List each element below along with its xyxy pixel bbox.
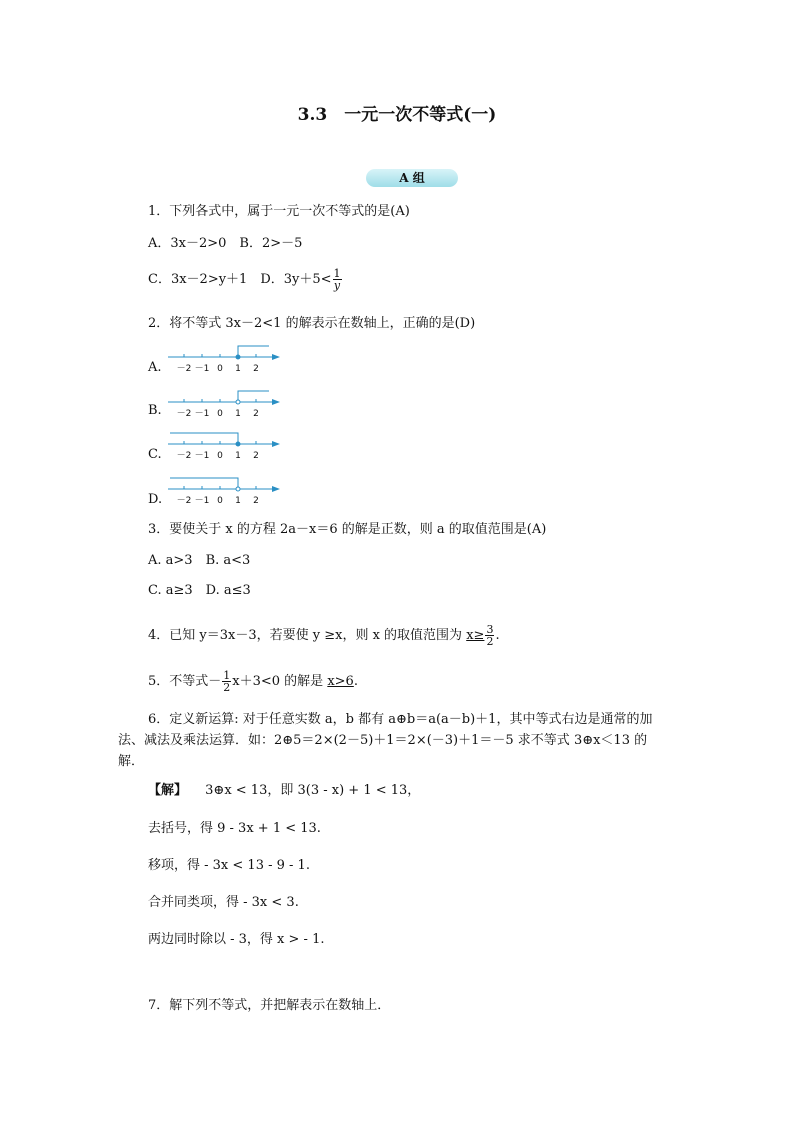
tick-label: －2: [176, 451, 192, 461]
q4-stem-text: 4．已知 y＝3x－3，若要使 y ≥x，则 x 的取值范围为: [148, 628, 463, 643]
q6-line-1: 6．定义新运算: 对于任意实数 a，b 都有 a⊕b＝a(a－b)＋1，其中等式右边是通常的加: [148, 712, 653, 727]
tick-label: 0: [217, 409, 223, 419]
q4-fraction-den: 2: [486, 635, 494, 648]
tick-label: －2: [176, 496, 192, 506]
point-c: [236, 442, 240, 446]
point-d: [236, 487, 240, 491]
q7-stem: 7．解下列不等式，并把解表示在数轴上．: [148, 998, 391, 1013]
q2-option-a-label: A.: [148, 360, 162, 375]
axis-arrow-icon: [272, 441, 280, 447]
tick-label: －1: [194, 496, 210, 506]
q5-fraction: [222, 670, 231, 693]
q6-solution-2: 去括号，得 9 - 3x + 1 < 13.: [148, 821, 321, 836]
q4-fraction-num: 3: [486, 623, 494, 636]
q1-fraction-num: 1: [333, 267, 341, 280]
ray-b: [238, 391, 269, 402]
q1-fraction: [333, 268, 342, 291]
axis-arrow-icon: [272, 486, 280, 492]
tick-label: 2: [253, 364, 259, 374]
solution-1-text: 3⊕x < 13，即 3(3 - x) + 1 < 13，: [205, 783, 421, 798]
q5-prefix: 5．不等式－: [148, 674, 222, 689]
q4-answer-fraction: [485, 624, 494, 647]
q6-line-3: 解．: [118, 754, 145, 769]
q1-options-cd: [148, 268, 343, 291]
point-a: [236, 355, 240, 359]
solution-label: 【解】: [148, 783, 188, 798]
q4-answer: [466, 623, 495, 648]
point-b: [236, 400, 240, 404]
q6-solution-4: 合并同类项，得 - 3x < 3.: [148, 895, 299, 910]
q5-middle: x＋3<0 的解是: [232, 674, 324, 689]
tick-label: －1: [194, 409, 210, 419]
q3-options-ab: A. a>3 B. a<3: [148, 553, 251, 568]
q6-solution-1: [148, 783, 420, 799]
tick-label: 1: [235, 409, 241, 419]
tick-label: 2: [253, 451, 259, 461]
tick-label: －1: [194, 364, 210, 374]
q4-answer-text: x≥: [466, 628, 485, 643]
q6-line-2: 法、减法及乘法运算．如：2⊕5＝2×(2－5)＋1＝2×(－3)＋1＝－5 求不等式 3⊕x＜13 的: [118, 733, 648, 748]
page-title: 3.3 一元一次不等式(一): [297, 105, 497, 125]
q6-solution-3: 移项，得 - 3x < 13 - 9 - 1.: [148, 858, 310, 873]
axis-arrow-icon: [272, 399, 280, 405]
q1-fraction-den: y: [333, 279, 341, 292]
axis-arrow-icon: [272, 354, 280, 360]
q2-stem: 2．将不等式 3x－2<1 的解表示在数轴上，正确的是(D): [148, 316, 476, 331]
tick-label: 0: [217, 364, 223, 374]
tick-label: 1: [235, 496, 241, 506]
q2-number-line-c: [166, 430, 286, 462]
tick-label: －2: [176, 409, 192, 419]
tick-label: 2: [253, 496, 259, 506]
q6-solution-5: 两边同时除以 - 3，得 x > - 1.: [148, 932, 325, 947]
q2-option-b-label: B.: [148, 403, 162, 418]
q2-option-d-label: D.: [148, 492, 163, 507]
tick-label: 2: [253, 409, 259, 419]
q4-suffix: .: [495, 628, 500, 643]
q1-options-ab: A．3x－2>0 B．2>－5: [148, 236, 303, 251]
tick-label: 0: [217, 496, 223, 506]
q5-stem: [148, 670, 358, 693]
ray-c: [170, 433, 238, 444]
ray-a: [238, 346, 269, 357]
q5-fraction-den: 2: [223, 681, 231, 694]
axis-b: [168, 399, 280, 419]
q5-suffix: .: [353, 674, 358, 689]
q2-number-line-d: [166, 475, 286, 507]
q2-number-line-a: [166, 343, 286, 375]
q2-option-c-label: C.: [148, 447, 162, 462]
ray-d: [170, 478, 238, 489]
tick-label: －1: [194, 451, 210, 461]
q1-stem: 1．下列各式中，属于一元一次不等式的是(A): [148, 204, 410, 219]
q3-options-cd: C. a≥3 D. a≤3: [148, 583, 251, 598]
tick-label: 0: [217, 451, 223, 461]
axis-d: [168, 486, 280, 506]
group-badge: A 组: [366, 169, 458, 187]
q4-stem: [148, 624, 500, 647]
axis-c: [168, 441, 280, 461]
tick-label: －2: [176, 364, 192, 374]
axis-a: [168, 354, 280, 374]
q3-stem: 3．要使关于 x 的方程 2a－x＝6 的解是正数，则 a 的取值范围是(A): [148, 522, 547, 537]
tick-label: 1: [235, 364, 241, 374]
q2-number-line-b: [166, 388, 286, 420]
q5-answer: x>6: [327, 674, 354, 689]
tick-label: 1: [235, 451, 241, 461]
q5-fraction-num: 1: [223, 669, 231, 682]
q1-options-cd-text: C．3x－2>y＋1 D．3y＋5<: [148, 272, 332, 287]
